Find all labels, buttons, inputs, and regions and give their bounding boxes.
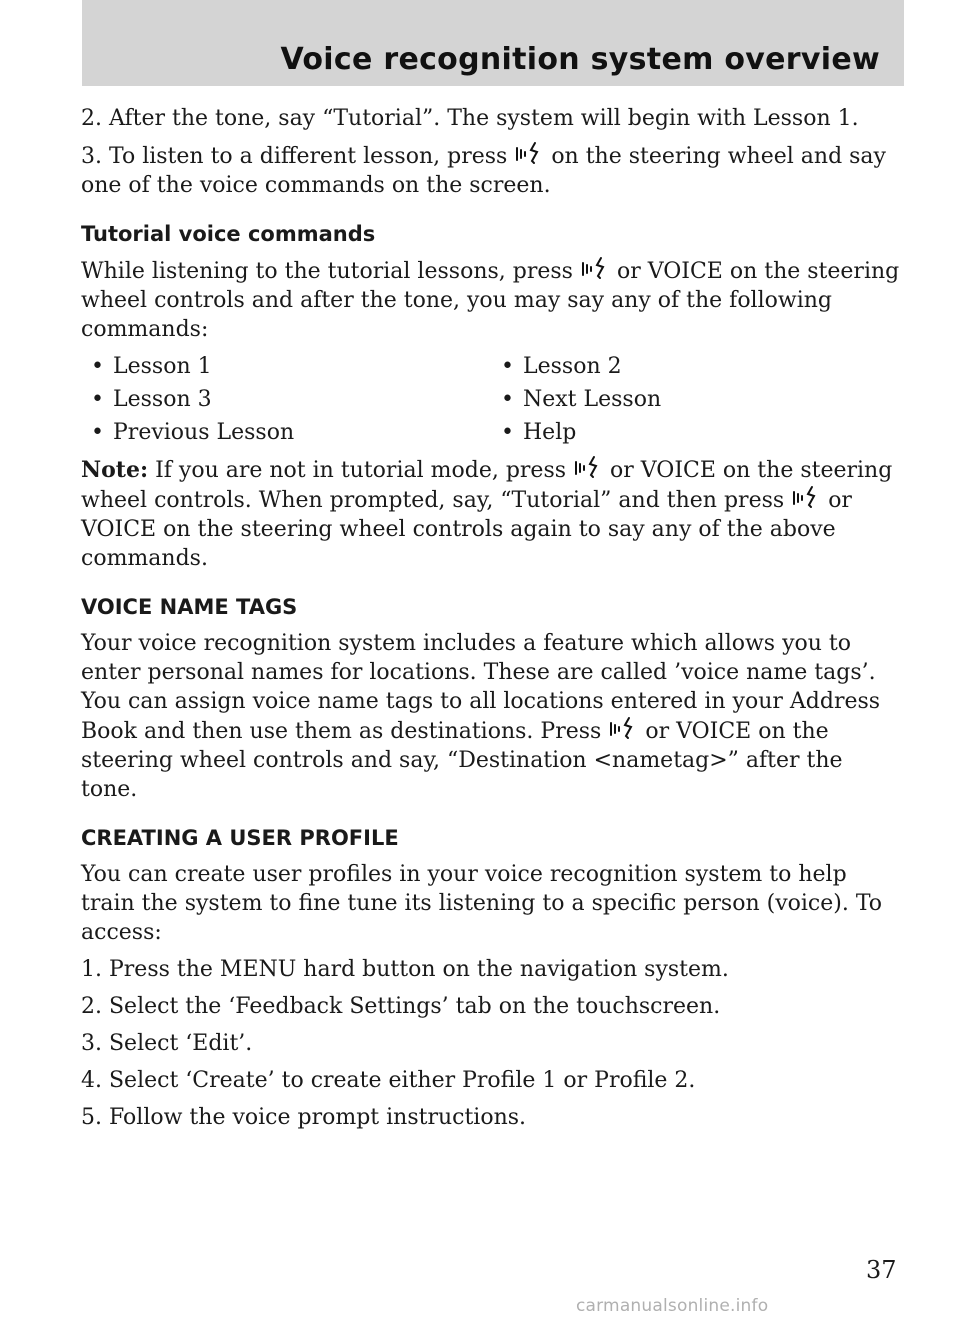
- name-tags-text-after: or VOICE on the steering wheel controls and say, “Destination <nametag>” after the tone.: [81, 719, 843, 802]
- name-tags-heading: VOICE NAME TAGS: [81, 595, 298, 619]
- tutorial-intro: [81, 256, 901, 344]
- voice-button-icon: [572, 455, 602, 479]
- list-item: [491, 418, 901, 447]
- profile-step: 3. Select ‘Edit’.: [81, 1031, 253, 1056]
- command-label: Lesson 3: [113, 387, 212, 412]
- command-label: Next Lesson: [523, 387, 662, 412]
- list-item: [491, 352, 901, 381]
- bullet-dot: •: [91, 420, 104, 445]
- bullet-dot: •: [501, 387, 514, 412]
- tutorial-heading: Tutorial voice commands: [81, 222, 376, 246]
- list-item: [81, 385, 491, 414]
- voice-button-icon: [790, 485, 820, 509]
- voice-button-icon: [579, 256, 609, 280]
- note-label: Note:: [81, 457, 149, 483]
- step-3-text-before: 3. To listen to a different lesson, press: [81, 144, 508, 169]
- profile-step: 2. Select the ‘Feedback Settings’ tab on the touchscreen.: [81, 994, 721, 1019]
- profile-step: 4. Select ‘Create’ to create either Profile 1 or Profile 2.: [81, 1068, 696, 1093]
- voice-button-icon: [513, 141, 543, 165]
- user-profile-intro: You can create user profiles in your voice recognition system to help train the system to fine tune its listening to a specific person (voice). To access:: [81, 862, 883, 945]
- command-label: Help: [523, 420, 577, 445]
- step-3-text-after: on the steering wheel and say one of the voice commands on the screen.: [81, 144, 886, 198]
- page-title: Voice recognition system overview: [280, 42, 880, 77]
- step-2: 2. After the tone, say “Tutorial”. The system will begin with Lesson 1.: [81, 106, 859, 131]
- tutorial-intro-after: or VOICE on the steering wheel controls and after the tone, you may say any of the following commands:: [81, 259, 900, 342]
- note-text-middle: or VOICE on the steering wheel controls. When prompted, say, “Tutorial” and then press: [81, 458, 893, 513]
- profile-step: 5. Follow the voice prompt instructions.: [81, 1105, 527, 1130]
- command-label: Lesson 2: [523, 354, 622, 379]
- name-tags-text: [81, 629, 901, 804]
- tutorial-command-list: [81, 352, 901, 447]
- page-content: [81, 104, 901, 1140]
- list-item: [491, 385, 901, 414]
- tutorial-note: [81, 455, 901, 573]
- tutorial-intro-before: While listening to the tutorial lessons, press: [81, 259, 573, 284]
- page-number: 37: [866, 1256, 897, 1284]
- bullet-dot: •: [501, 420, 514, 445]
- header-band: [82, 0, 904, 86]
- voice-button-icon: [607, 716, 637, 740]
- profile-step: 1. Press the MENU hard button on the navigation system.: [81, 957, 729, 982]
- bullet-dot: •: [91, 354, 104, 379]
- note-text-after: or VOICE on the steering wheel controls again to say any of the above commands.: [81, 488, 852, 571]
- command-label: Previous Lesson: [113, 420, 295, 445]
- list-item: [81, 418, 491, 447]
- command-label: Lesson 1: [113, 354, 212, 379]
- bullet-dot: •: [91, 387, 104, 412]
- user-profile-heading: CREATING A USER PROFILE: [81, 826, 399, 850]
- note-text-before: If you are not in tutorial mode, press: [155, 458, 567, 483]
- step-3: [81, 141, 901, 200]
- list-item: [81, 352, 491, 381]
- bullet-dot: •: [501, 354, 514, 379]
- watermark: carmanualsonline.info: [576, 1296, 769, 1316]
- name-tags-text-before: Your voice recognition system includes a feature which allows you to enter personal names for locations. These are called ’voice name tags’. You can assign voice name tags to all locations entered in your Address Book and then use them as destinations. Press: [81, 631, 881, 744]
